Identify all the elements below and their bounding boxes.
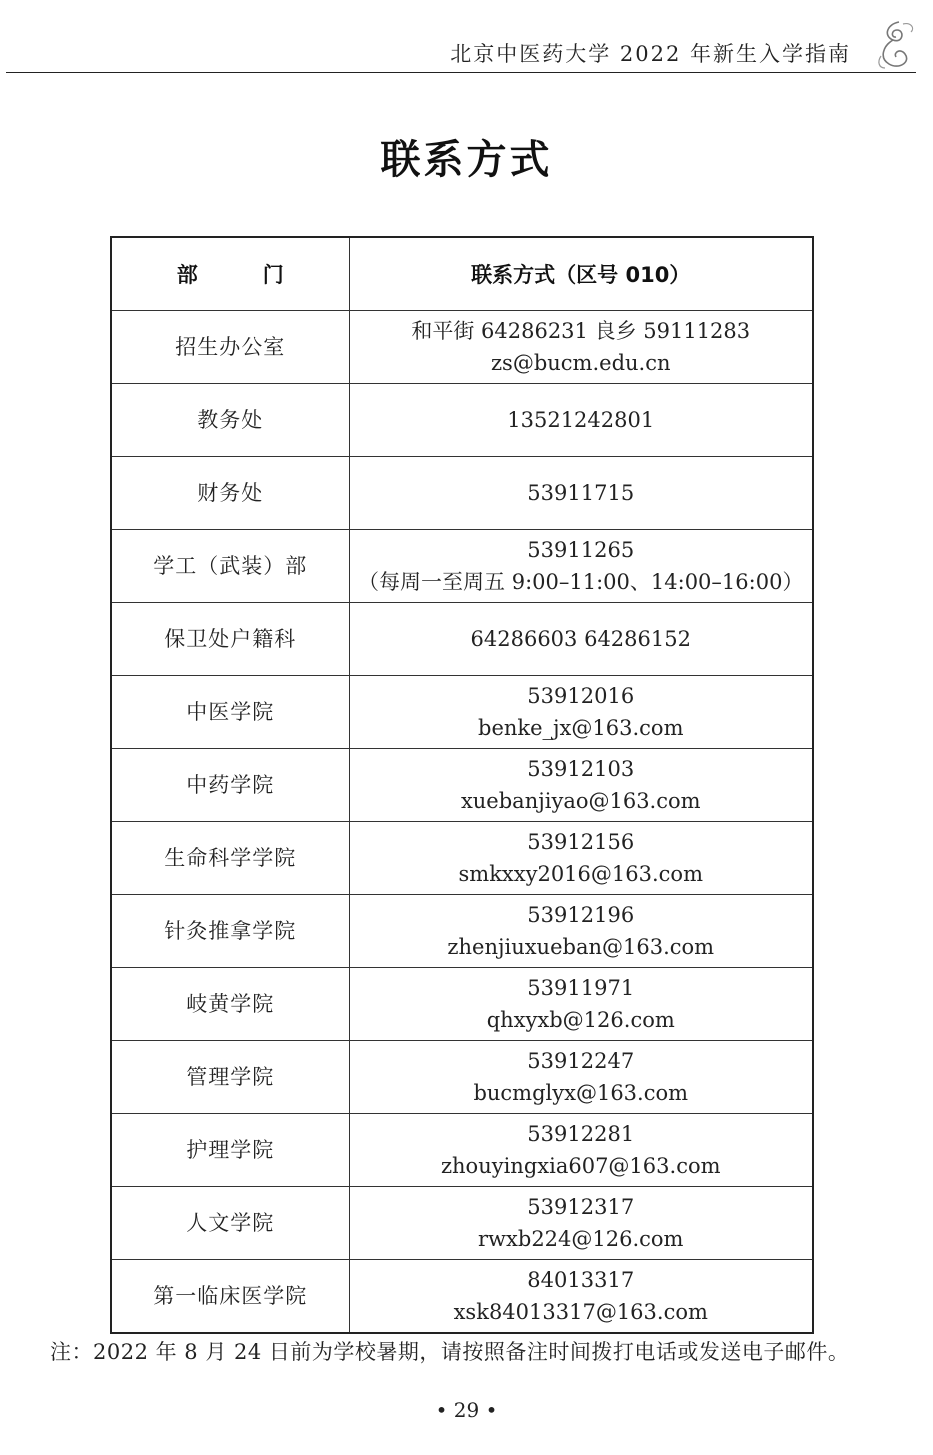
contact-line: 53912016 [527, 684, 635, 708]
contact-cell [349, 822, 813, 895]
dept-cell: 生命科学学院 [111, 822, 349, 895]
table-row [111, 311, 813, 384]
contact-line: benke_jx@163.com [478, 716, 684, 740]
running-title: 北京中医药大学 2022 年新生入学指南 [450, 42, 851, 66]
contact-cell [349, 457, 813, 530]
dept-cell: 招生办公室 [111, 311, 349, 384]
contact-line: 53912247 [527, 1049, 635, 1073]
swirl-ornament-icon [869, 16, 919, 72]
contact-cell [349, 1114, 813, 1187]
table-row [111, 1114, 813, 1187]
contact-line: 53912156 [527, 830, 635, 854]
dept-cell: 第一临床医学院 [111, 1260, 349, 1334]
contact-cell [349, 895, 813, 968]
dept-cell: 教务处 [111, 384, 349, 457]
contact-cell [349, 968, 813, 1041]
contact-line: rwxb224@126.com [478, 1227, 684, 1251]
contact-cell [349, 384, 813, 457]
contact-cell [349, 749, 813, 822]
contact-cell [349, 1041, 813, 1114]
contact-line: 53911265 [527, 538, 635, 562]
contact-line: 64286603 64286152 [470, 627, 691, 651]
contact-line: qhxyxb@126.com [486, 1008, 675, 1032]
contact-line: xsk84013317@163.com [453, 1300, 708, 1324]
dept-cell: 针灸推拿学院 [111, 895, 349, 968]
running-header [0, 0, 933, 80]
contact-line: 53912317 [527, 1195, 635, 1219]
contact-cell [349, 1187, 813, 1260]
table-row [111, 1041, 813, 1114]
header-dept: 部 门 [111, 237, 349, 311]
contact-line: zhouyingxia607@163.com [440, 1154, 721, 1178]
contact-line: 84013317 [527, 1268, 635, 1292]
table-row [111, 968, 813, 1041]
contact-line: 13521242801 [507, 408, 655, 432]
table-row [111, 749, 813, 822]
dept-cell: 学工（武装）部 [111, 530, 349, 603]
contact-cell [349, 1260, 813, 1334]
table-row [111, 603, 813, 676]
contact-line: 53911715 [527, 481, 635, 505]
contact-line: 53912196 [527, 903, 635, 927]
table-row [111, 457, 813, 530]
contact-cell [349, 530, 813, 603]
table-header-row [111, 237, 813, 311]
table-row [111, 822, 813, 895]
contact-line: zhenjiuxueban@163.com [447, 935, 715, 959]
contact-line: 53912103 [527, 757, 635, 781]
dept-cell: 财务处 [111, 457, 349, 530]
page-number: • 29 • [435, 1398, 498, 1422]
contact-line: （每周一至周五 9:00–11:00、14:00–16:00） [358, 570, 804, 594]
dept-cell: 中药学院 [111, 749, 349, 822]
contact-line: xuebanjiyao@163.com [460, 789, 701, 813]
contact-table [110, 236, 814, 1334]
contact-line: 和平街 64286231 良乡 59111283 [411, 319, 751, 343]
table-row [111, 530, 813, 603]
contact-cell [349, 676, 813, 749]
table-body [111, 311, 813, 1334]
dept-cell: 保卫处户籍科 [111, 603, 349, 676]
contact-line: 53911971 [527, 976, 635, 1000]
contact-cell [349, 603, 813, 676]
dept-cell: 人文学院 [111, 1187, 349, 1260]
contact-cell [349, 311, 813, 384]
header-contact: 联系方式（区号 010） [349, 237, 813, 311]
table-row [111, 1187, 813, 1260]
table-row [111, 895, 813, 968]
table-row [111, 384, 813, 457]
page-title: 联系方式 [380, 137, 553, 183]
dept-cell: 岐黄学院 [111, 968, 349, 1041]
dept-cell: 中医学院 [111, 676, 349, 749]
contact-line: smkxxy2016@163.com [458, 862, 703, 886]
table-row [111, 1260, 813, 1334]
dept-cell: 管理学院 [111, 1041, 349, 1114]
header-rule [6, 72, 916, 73]
dept-cell: 护理学院 [111, 1114, 349, 1187]
footnote: 注：2022 年 8 月 24 日前为学校暑期，请按照备注时间拨打电话或发送电子邮件。 [50, 1340, 850, 1364]
contact-line: zs@bucm.edu.cn [490, 351, 671, 375]
contact-line: 53912281 [527, 1122, 635, 1146]
table-row [111, 676, 813, 749]
contact-line: bucmglyx@163.com [473, 1081, 689, 1105]
